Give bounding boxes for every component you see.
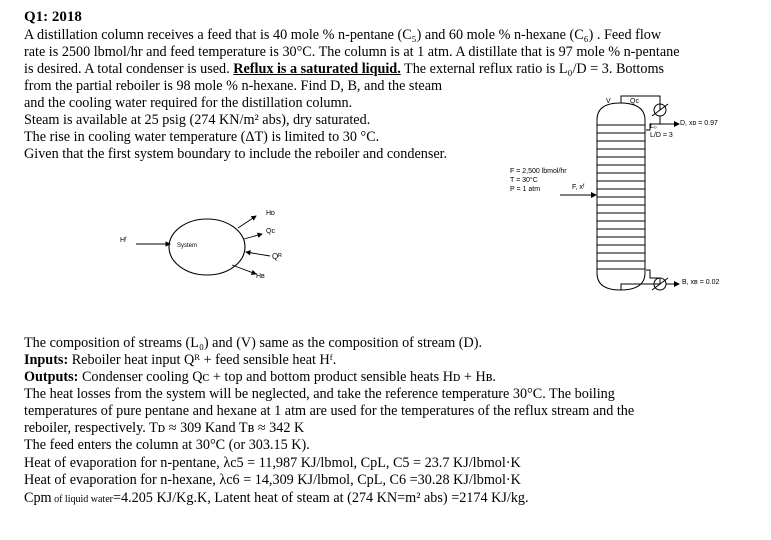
distillate-label: D, xᴅ = 0.97 bbox=[680, 120, 718, 127]
reflux-ratio-label: L/D = 3 bbox=[650, 132, 673, 139]
feed-label: F, xᶠ bbox=[572, 184, 585, 191]
problem-line-7: The rise in cooling water temperature (ΔT) is limited to 30 °C. bbox=[24, 129, 380, 145]
note-line-8: Heat of evaporation for n-pentane, λc5 = 11,987 KJ/lbmol, CpL, C5 = 23.7 KJ/lbmol·K bbox=[24, 455, 521, 471]
system-label: System bbox=[177, 243, 198, 249]
problem-line-2: rate is 2500 lbmol/hr and feed temperature is 30°C. The column is at 1 atm. A distillate that is 97 mole % n-pentane bbox=[24, 44, 680, 60]
inputs-heading: Inputs: bbox=[24, 352, 69, 368]
note-inputs bbox=[24, 352, 336, 368]
reboiler-piping bbox=[621, 270, 679, 290]
problem-line-4: from the partial reboiler is 98 mole % n-hexane. Find D, B, and the steam bbox=[24, 78, 443, 94]
cpm-symbol: Cpm bbox=[24, 490, 52, 506]
outputs-heading: Outputs: bbox=[24, 369, 79, 385]
distillation-column bbox=[597, 103, 645, 290]
bottoms-label: B, xʙ = 0.02 bbox=[682, 279, 720, 286]
note-outputs bbox=[24, 369, 496, 385]
reflux-statement: Reflux is a saturated liquid. bbox=[233, 61, 401, 77]
outputs-text: Condenser cooling Qᴄ + top and bottom product sensible heats Hᴅ + Hʙ. bbox=[78, 369, 496, 385]
inputs-text: Reboiler heat input Qᴿ + feed sensible heat Hᶠ. bbox=[68, 352, 337, 368]
vapor-label: V bbox=[606, 98, 611, 105]
qr-label: Qᴿ bbox=[272, 252, 282, 261]
note-line-6: reboiler, respectively. Tᴅ ≈ 309 Kand Tʙ ≈ 342 K bbox=[24, 420, 305, 436]
hf-label: Hᶠ bbox=[120, 237, 127, 244]
note-line-9: Heat of evaporation for n-hexane, λc6 = 14,309 KJ/lbmol, CpL, C6 =30.28 KJ/lbmol·K bbox=[24, 472, 521, 488]
feed-pressure-label: P = 1 atm bbox=[510, 186, 541, 193]
cpm-value: =4.205 KJ/Kg.K, Latent heat of steam at (274 KN=m² abs) =2174 KJ/kg. bbox=[112, 490, 529, 506]
problem-line-6: Steam is available at 25 psig (274 KN/m² abs), dry saturated. bbox=[24, 112, 371, 128]
note-line-7: The feed enters the column at 30°C (or 303.15 K). bbox=[24, 437, 310, 453]
boundary-streams bbox=[136, 216, 270, 274]
feed-temperature-label: T = 30°C bbox=[510, 177, 538, 184]
problem-line-3-a: is desired. A total condenser is used. bbox=[24, 61, 234, 77]
problem-line-8: Given that the first system boundary to include the reboiler and condenser. bbox=[24, 146, 448, 162]
question-title: Q1: 2018 bbox=[24, 9, 82, 25]
problem-line-3-b: The external reflux ratio is L₀/D = 3. Bottoms bbox=[400, 61, 665, 77]
qc-label: Qᴄ bbox=[266, 228, 275, 235]
note-line-5: temperatures of pure pentane and hexane at 1 atm are used for the temperatures of the reflux stream and the bbox=[24, 403, 635, 419]
reflux-label: L₀ bbox=[650, 123, 657, 130]
problem-line-1: A distillation column receives a feed that is 40 mole % n-pentane (C₅) and 60 mole % n-hexane (C₆) . Feed flow bbox=[24, 27, 662, 43]
hb-label: Hʙ bbox=[256, 273, 265, 280]
cpm-subscript: of liquid water bbox=[51, 494, 113, 505]
feed-flow-label: F = 2,500 lbmol/hr bbox=[510, 168, 567, 175]
hd-label: Hᴅ bbox=[266, 210, 275, 217]
condenser-duty-label: Qᴄ bbox=[630, 98, 639, 105]
note-line-4: The heat losses from the system will be neglected, and take the reference temperature 30°C. The boiling bbox=[24, 386, 615, 402]
problem-line-5: and the cooling water required for the distillation column. bbox=[24, 95, 353, 111]
note-composition: The composition of streams (L₀) and (V) same as the composition of stream (D). bbox=[24, 335, 483, 351]
note-line-10 bbox=[24, 490, 529, 508]
